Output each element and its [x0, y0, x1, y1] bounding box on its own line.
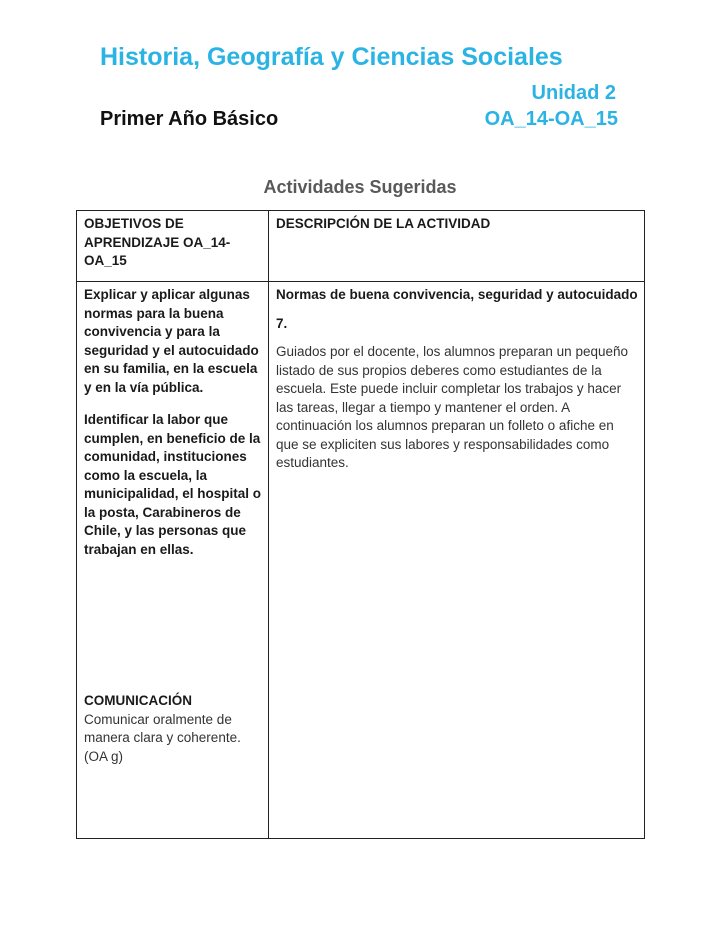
oa-code-label: OA_14-OA_15: [484, 108, 618, 130]
unit-label: Unidad 2: [531, 82, 616, 104]
activities-table: [76, 210, 645, 839]
communication-text: Comunicar oralmente de manera clara y coherente. (OA g): [84, 711, 241, 764]
table-row: [77, 282, 645, 839]
objectives-cell: [77, 282, 269, 839]
objectives-header: OBJETIVOS DE APRENDIZAJE OA_14-OA_15: [77, 211, 269, 282]
grade-label: Primer Año Básico: [100, 108, 279, 130]
activity-description: Guiados por el docente, los alumnos preparan un pequeño listado de sus propios deberes como estudiantes de la escuela. Este puede incluir completar los trabajos y hacer las tareas, llegar a tiempo y mantener el orden. A continuación los alumnos preparan un folleto o afiche en que se expliciten sus labores y responsabilidades como estudiantes.: [276, 344, 628, 470]
activity-number: 7.: [276, 315, 288, 331]
communication-block: [84, 692, 264, 766]
table-header-row: [77, 211, 645, 282]
subject-title: Historia, Geografía y Ciencias Sociales: [100, 43, 563, 71]
communication-title: COMUNICACIÓN: [84, 693, 192, 708]
description-header: DESCRIPCIÓN DE LA ACTIVIDAD: [269, 211, 645, 282]
section-title: Actividades Sugeridas: [263, 177, 457, 197]
objective-text: Explicar y aplicar algunas normas para la buena convivencia y para la seguridad y el autocuidado en su familia, en la escuela y en la vía pública.: [84, 287, 259, 395]
activity-cell: [269, 282, 645, 839]
objective-text: Identificar la labor que cumplen, en beneficio de la comunidad, instituciones como la escuela, la municipalidad, el hospital o la posta, Carabineros de Chile, y las personas que trabajan en ellas.: [84, 412, 262, 557]
activity-title: Normas de buena convivencia, seguridad y autocuidado: [276, 287, 638, 302]
